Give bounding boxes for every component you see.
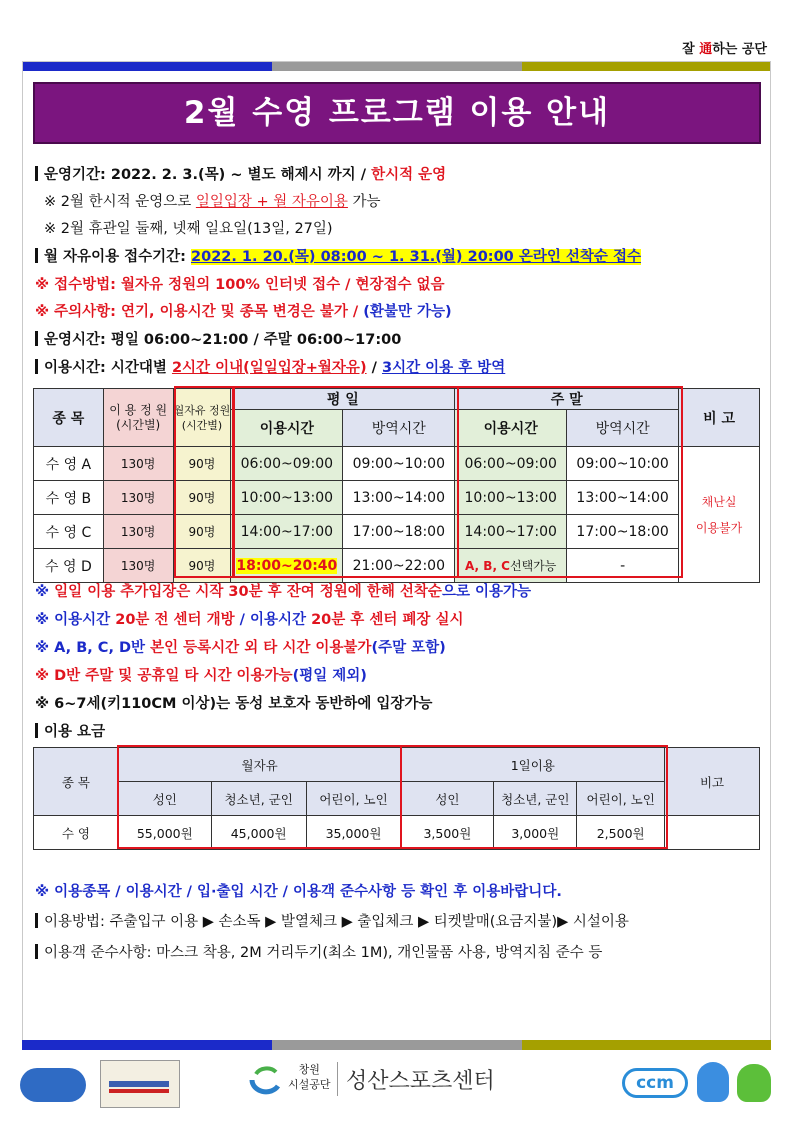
note-open-close: ※ 이용시간 20분 전 센터 개방 / 이용시간 20분 후 센터 폐장 실시 [35,612,464,628]
row-c-wd-dis: 17:00~18:00 [343,515,455,549]
sched-header-weekday: 평 일 [231,389,455,410]
row-c-cap: 130명 [103,515,173,549]
row-b-cap: 130명 [103,481,173,515]
sched-note [679,447,760,583]
row-a-we-dis: 09:00~10:00 [567,447,679,481]
fees-header-d-adult: 성인 [401,782,494,816]
highlight-monthly-column [174,386,234,578]
bottom-bar-gray [272,1040,522,1050]
sched-header-we-use: 이용시간 [455,410,567,447]
row-c-month: 90명 [173,515,231,549]
fees-header-m-youth: 청소년, 군인 [211,782,306,816]
row-b-month: 90명 [173,481,231,515]
sched-header-wd-dis: 방역시간 [343,410,455,447]
registration-line: 월 자유이용 접수기간: 2022. 1. 20.(목) 08:00 ~ 1. 31.(월) 20:00 온라인 선착순 접수 [35,245,641,266]
org-logo-icon [248,1064,284,1096]
row-c-we-dis: 17:00~18:00 [567,515,679,549]
fees-d-youth: 3,000원 [494,816,577,850]
fees-header-daily: 1일이용 [401,748,665,782]
period-line: 운영기간: 2022. 2. 3.(목) ~ 별도 해제시 까지 / 한시적 운영 [35,163,446,184]
sched-header-note: 비 고 [679,389,760,447]
city-emblem-logo [20,1068,86,1102]
fees-header-d-youth: 청소년, 군인 [494,782,577,816]
fees-m-youth: 45,000원 [211,816,306,850]
fees-d-adult: 3,500원 [401,816,494,850]
bottom-bar-olive [522,1040,771,1050]
fees-header-note: 비고 [665,748,760,816]
note-class-restrict: ※ A, B, C, D반 본인 등록시간 외 타 시간 이용불가(주말 포함) [35,640,446,656]
fees-header-m-adult: 성인 [118,782,211,816]
center-name: 성산스포츠센터 [346,1069,495,1094]
highlight-weekday-block [233,386,459,578]
row-a-month: 90명 [173,447,231,481]
hours-line: 운영시간: 평일 06:00~21:00 / 주말 06:00~17:00 [35,328,401,349]
row-d-name: 수 영 D [34,549,104,583]
sched-note-text: 채난실 이용불가 [695,494,743,535]
row-a-wd-use: 06:00~09:00 [231,447,343,481]
fees-header-d-child: 어린이, 노인 [577,782,665,816]
tagline-post: 하는 공단 [712,42,767,57]
row-a-name: 수 영 A [34,447,104,481]
fees-row-name: 수 영 [34,816,119,850]
note-late-entry: ※ 일일 이용 추가입장은 시작 30분 후 잔여 정원에 한해 선착순으로 이용가능 [35,584,532,600]
confirm-line: ※ 이용종목 / 이용시간 / 입·출입 시간 / 이용객 준수사항 등 확인 후 이용바랍니다. [35,884,562,900]
org-name [288,1062,331,1092]
mascot-green-icon [737,1064,771,1102]
highlight-weekend-block [457,386,683,578]
method-line: ※ 접수방법: 월자유 정원의 100% 인터넷 접수 / 현장접수 없음 [35,277,445,293]
sched-header-weekend: 주 말 [455,389,679,410]
fees-header-monthly: 월자유 [118,748,401,782]
certificate-logo [100,1060,180,1108]
row-c-wd-use: 14:00~17:00 [231,515,343,549]
sched-header-wd-use: 이용시간 [231,410,343,447]
fees-m-child: 35,000원 [306,816,401,850]
logo-divider [337,1062,338,1096]
row-a-we-use: 06:00~09:00 [455,447,567,481]
fees-m-adult: 55,000원 [118,816,211,850]
row-c-name: 수 영 C [34,515,104,549]
row-d-cap: 130명 [103,549,173,583]
note-d-class: ※ D반 주말 및 공휴일 타 시간 이용가능(평일 제외) [35,668,367,684]
org-line1: 창원 [298,1063,320,1076]
row-a-cap: 130명 [103,447,173,481]
fees-header-m-child: 어린이, 노인 [306,782,401,816]
row-a-wd-dis: 09:00~10:00 [343,447,455,481]
row-b-we-dis: 13:00~14:00 [567,481,679,515]
row-d-we-dis: - [567,549,679,583]
caution-line: ※ 주의사항: 연기, 이용시간 및 종목 변경은 불가 / (환불만 가능) [35,304,452,320]
sched-header-capacity: 이 용 정 원 (시간별) [103,389,173,447]
org-line2: 시설공단 [288,1078,331,1091]
row-d-wd-use-text: 18:00~20:40 [236,557,338,574]
sched-header-monthly: 월자유 정원 (시간별) [173,389,231,447]
page-title: 2월 수영 프로그램 이용 안내 [33,82,761,144]
note-age: ※ 6~7세(키110CM 이상)는 동성 보호자 동반하에 입장가능 [35,696,433,712]
row-b-wd-use: 10:00~13:00 [231,481,343,515]
tagline [682,38,767,57]
sched-header-item: 종 목 [34,389,104,447]
row-d-we-use-post: 선택가능 [509,559,557,573]
mascot-blue-icon [697,1062,729,1102]
sched-header-we-dis: 방역시간 [567,410,679,447]
row-c-we-use: 14:00~17:00 [455,515,567,549]
usage-line: 이용시간: 시간대별 2시간 이내(일일입장+월자유) / 3시간 이용 후 방역 [35,356,505,377]
fees-header-item: 종 목 [34,748,119,816]
row-b-name: 수 영 B [34,481,104,515]
note-line-2: ※ 2월 휴관일 둘째, 넷째 일요일(13일, 27일) [44,221,333,237]
row-d-wd-dis: 21:00~22:00 [343,549,455,583]
note-line-1: ※ 2월 한시적 운영으로 일일입장 + 월 자유이용 가능 [44,194,381,210]
tagline-highlight: 通 [699,42,713,57]
row-d-we-use-red: A, B, C [465,559,510,573]
usage-method-line: 이용방법: 주출입구 이용 ▶ 손소독 ▶ 발열체크 ▶ 출입체크 ▶ 티켓발매(요금지불)▶ 시설이용 [35,910,629,931]
ccm-logo: ccm [622,1068,688,1098]
highlight-fees-daily [400,745,668,849]
row-b-we-use: 10:00~13:00 [455,481,567,515]
tagline-pre: 잘 [682,42,700,57]
fees-d-child: 2,500원 [577,816,665,850]
row-b-wd-dis: 13:00~14:00 [343,481,455,515]
bottom-bar-blue [22,1040,272,1050]
fees-label: 이용 요금 [35,720,105,741]
row-d-month: 90명 [173,549,231,583]
highlight-fees-monthly [117,745,402,849]
fees-row-note [665,816,760,850]
rules-line: 이용객 준수사항: 마스크 착용, 2M 거리두기(최소 1M), 개인물품 사용, 방역지침 준수 등 [35,941,602,962]
